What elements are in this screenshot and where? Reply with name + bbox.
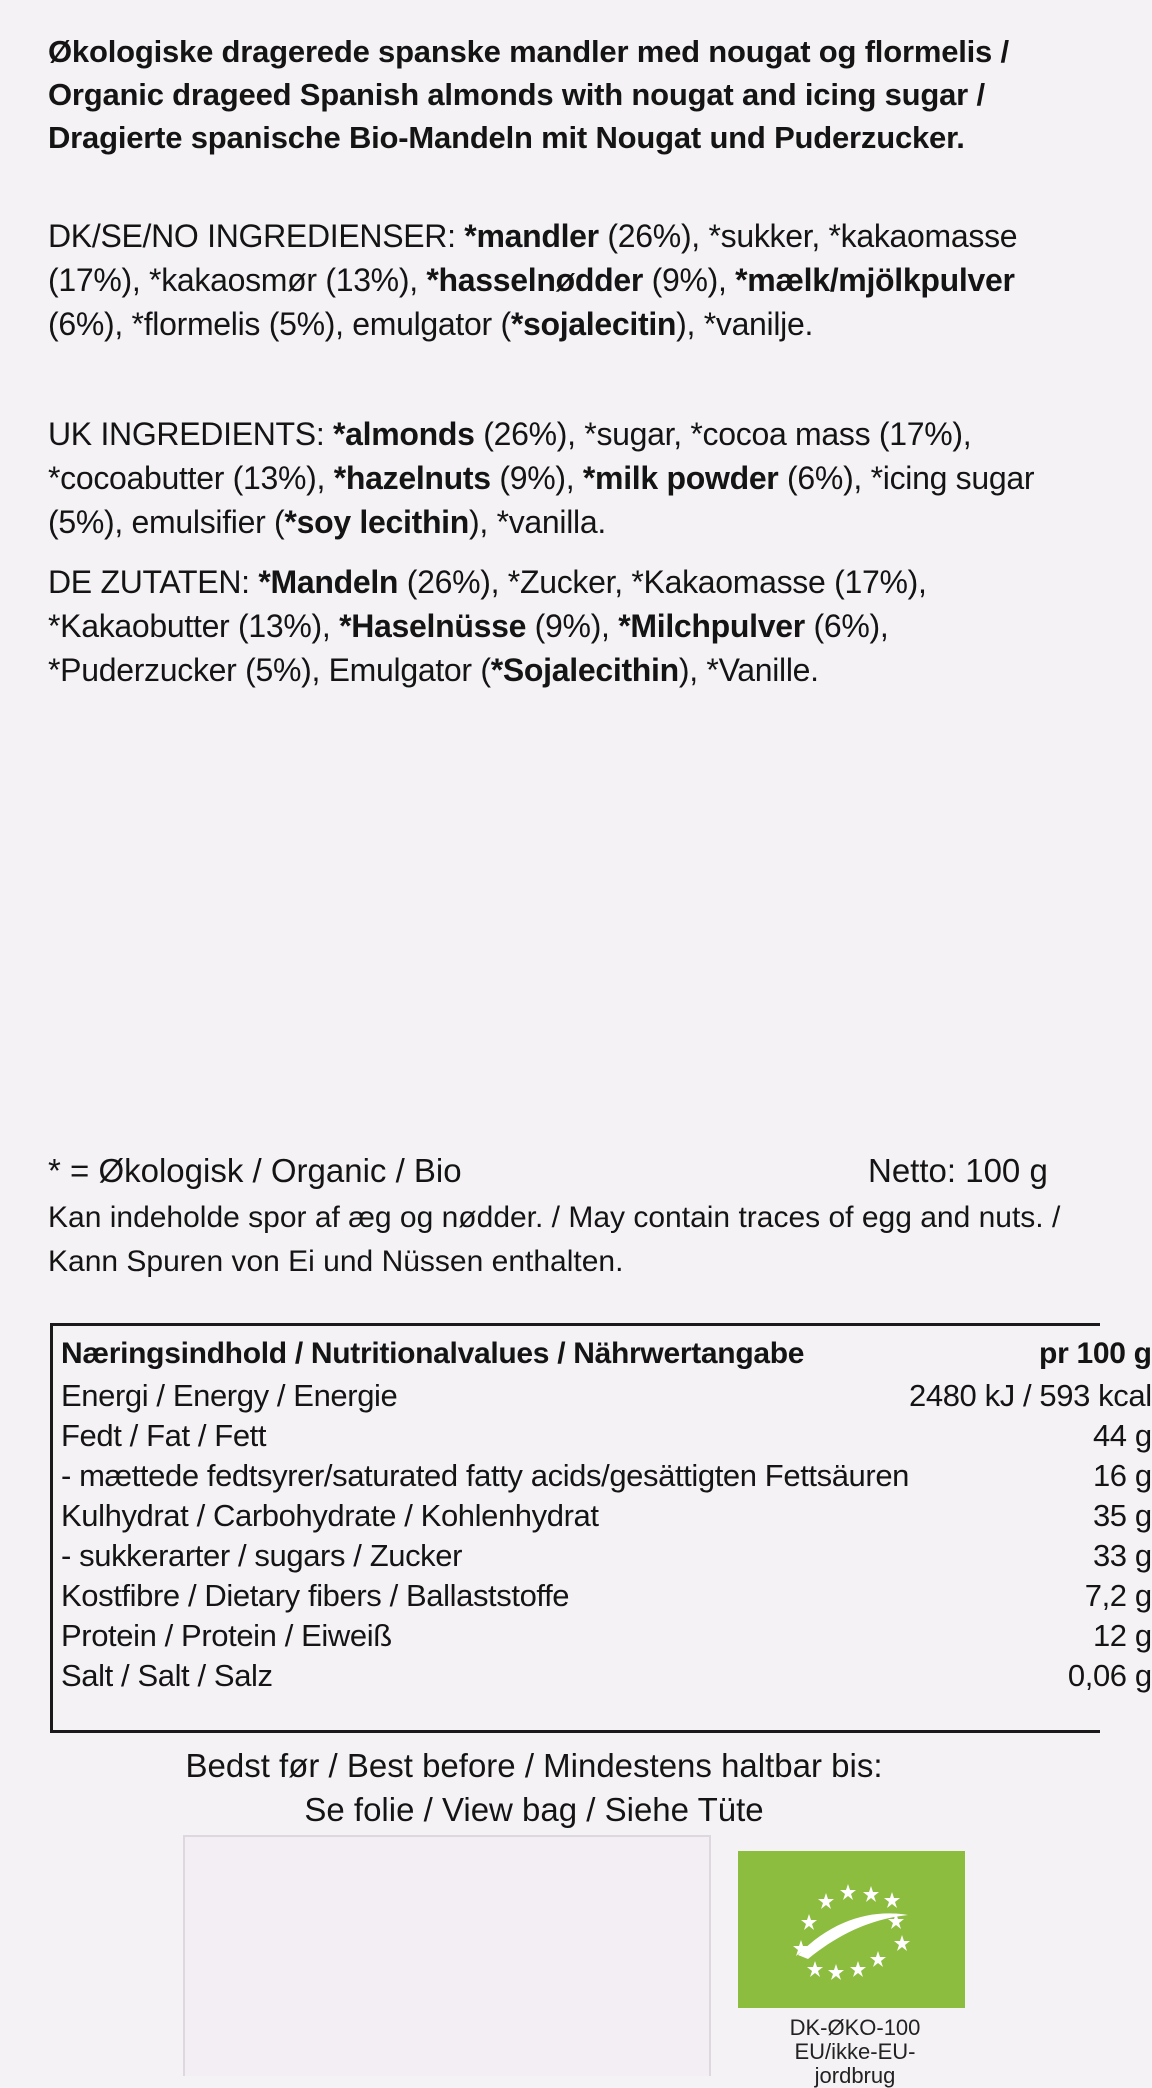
ingredient-text: (26%), *Zucker, *Kakaomasse (17%), *Kakaobutter (13%), <box>48 564 927 644</box>
ingredient-text: UK INGREDIENTS: <box>48 416 334 452</box>
cert-origin: EU/ikke-EU- <box>794 2039 916 2064</box>
eu-organic-leaf-graphic <box>738 1851 965 2008</box>
star-icon <box>818 1893 834 1909</box>
nutrition-header-unit: pr 100 g <box>1039 1337 1152 1370</box>
allergen-ingredient: *Haselnüsse <box>339 608 527 644</box>
blank-date-label <box>183 1835 711 2076</box>
best-before <box>0 1744 1088 1832</box>
nutrition-row <box>61 1536 1152 1576</box>
net-weight: Netto: 100 g <box>868 1152 1048 1189</box>
nutrient-label: Protein / Protein / Eiweiß <box>61 1618 392 1653</box>
nutrient-value: 0,06 g <box>1067 1658 1152 1693</box>
allergen-ingredient: *milk powder <box>582 460 779 496</box>
ingredient-text: ), *Vanille. <box>678 652 819 688</box>
ingredient-text: DK/SE/NO INGREDIENSER: <box>48 218 465 254</box>
allergen-ingredient: *mælk/mjölkpulver <box>735 262 1015 298</box>
ingredient-text: ), *vanilje. <box>676 306 814 342</box>
ingredient-text: (9%), <box>643 262 736 298</box>
nutrient-value: 35 g <box>1092 1498 1152 1533</box>
allergen-ingredient: *mandler <box>464 218 599 254</box>
ingredient-text: (9%), <box>526 608 619 644</box>
allergen-ingredient: *hazelnuts <box>333 460 491 496</box>
ingredient-text: (26%), *sugar, *cocoa mass (17%), *cocoabutter (13%), <box>48 416 972 496</box>
allergen-ingredient: *Milchpulver <box>618 608 805 644</box>
organic-note: * = Økologisk / Organic / Bio <box>48 1152 462 1189</box>
nutrient-value: 7,2 g <box>1084 1578 1152 1613</box>
allergen-ingredient: *sojalecitin <box>510 306 677 342</box>
star-icon <box>828 1964 844 1980</box>
allergen-ingredient: *hasselnødder <box>426 262 644 298</box>
nutrient-label: Energi / Energy / Energie <box>61 1378 398 1413</box>
nutrient-label: Salt / Salt / Salz <box>61 1658 273 1693</box>
star-icon <box>840 1884 856 1900</box>
star-icon <box>870 1951 886 1967</box>
nutrition-row <box>61 1496 1152 1536</box>
allergen-ingredient: *soy lecithin <box>284 504 470 540</box>
nutrition-header-row <box>61 1332 1152 1376</box>
star-icon <box>863 1886 879 1902</box>
nutrient-label: Kulhydrat / Carbohydrate / Kohlenhydrat <box>61 1498 599 1533</box>
allergen-ingredient: *Sojalecithin <box>490 652 679 688</box>
ingredient-text: (9%), <box>490 460 583 496</box>
nutrition-row <box>61 1376 1152 1416</box>
allergen-traces-note: Kan indeholde spor af æg og nødder. / May contain traces of egg and nuts. / Kann Spuren von Ei und Nüssen enthalten. <box>48 1201 1061 1278</box>
nutrient-value: 44 g <box>1092 1418 1152 1453</box>
ingredient-text: ), *vanilla. <box>469 504 606 540</box>
nutrition-row <box>61 1416 1152 1456</box>
nutrition-table <box>50 1323 1152 1733</box>
organic-certification <box>720 2016 990 2088</box>
star-icon <box>884 1892 900 1908</box>
ingredient-text: DE ZUTATEN: <box>48 564 259 600</box>
nutrient-label: Fedt / Fat / Fett <box>61 1418 267 1453</box>
nutrition-row <box>61 1456 1152 1496</box>
nutrient-value: 2480 kJ / 593 kcal <box>909 1378 1152 1413</box>
nutrition-row <box>61 1616 1152 1656</box>
allergen-ingredient: *Mandeln <box>258 564 399 600</box>
ingredient-text: (6%), *icing sugar (5%), emulsifier ( <box>48 460 1035 540</box>
allergen-ingredient: *almonds <box>333 416 475 452</box>
ingredients-english <box>48 412 1078 544</box>
product-title: Økologiske dragerede spanske mandler med nougat og flormelis / Organic drageed Spanish almonds with nougat and icing sugar / Dragierte spanische Bio-Mandeln mit Nougat und Puderzucker. <box>48 34 1009 155</box>
star-icon <box>894 1935 910 1951</box>
nutrition-row <box>61 1656 1152 1696</box>
ingredient-text: (26%), *sukker, *kakaomasse (17%), *kakaosmør (13%), <box>48 218 1018 298</box>
ingredients-danish <box>48 214 1078 346</box>
eu-organic-leaf-icon <box>738 1851 965 2008</box>
best-before-line2: Se folie / View bag / Siehe Tüte <box>304 1791 764 1828</box>
cert-code: DK-ØKO-100 <box>789 2015 921 2040</box>
nutrient-value: 12 g <box>1092 1618 1152 1653</box>
star-icon <box>850 1961 866 1977</box>
nutrition-header-label: Næringsindhold / Nutritionalvalues / Nährwertangabe <box>61 1337 805 1370</box>
nutrition-row <box>61 1576 1152 1616</box>
nutrient-label: Kostfibre / Dietary fibers / Ballaststoffe <box>61 1578 570 1613</box>
ingredient-text: (6%), *Puderzucker (5%), Emulgator ( <box>48 608 889 688</box>
ingredients-german <box>48 560 1078 692</box>
nutrition-rows <box>61 1376 1152 1696</box>
nutrient-label: - sukkerarter / sugars / Zucker <box>61 1538 463 1573</box>
best-before-line1: Bedst før / Best before / Mindestens haltbar bis: <box>185 1747 883 1784</box>
ingredient-text: (6%), *flormelis (5%), emulgator ( <box>48 306 511 342</box>
nutrient-value: 16 g <box>1092 1458 1152 1493</box>
nutrient-value: 33 g <box>1092 1538 1152 1573</box>
nutrient-label: - mættede fedtsyrer/saturated fatty acids/gesättigten Fettsäuren <box>61 1458 910 1493</box>
star-icon <box>807 1961 823 1977</box>
cert-origin-2: jordbrug <box>814 2063 896 2088</box>
star-icon <box>801 1914 817 1930</box>
